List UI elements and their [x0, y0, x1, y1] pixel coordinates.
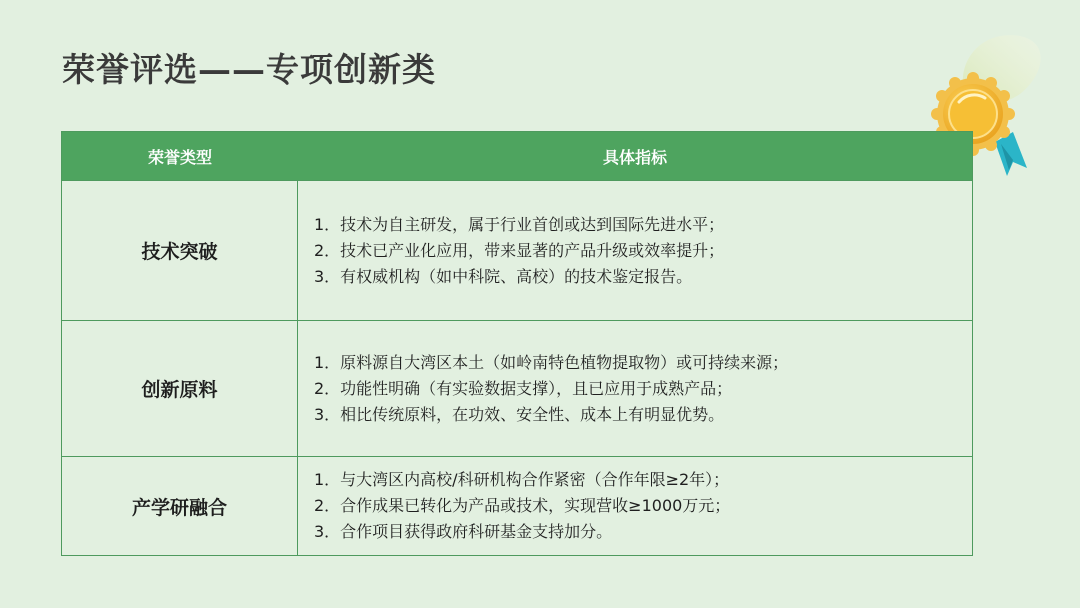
criteria-cell	[298, 321, 972, 456]
honor-type-cell: 产学研融合	[62, 457, 298, 555]
criteria-cell	[298, 181, 972, 320]
criteria-item: 2．技术已产业化应用，带来显著的产品升级或效率提升；	[314, 240, 725, 260]
criteria-item: 3．有权威机构（如中科院、高校）的技术鉴定报告。	[314, 266, 693, 286]
table-row	[62, 456, 972, 555]
table-row	[62, 320, 972, 456]
header-criteria: 具体指标	[602, 147, 667, 167]
criteria-item: 1．技术为自主研发，属于行业首创或达到国际先进水平；	[314, 214, 725, 234]
header-honor-type: 荣誉类型	[147, 147, 212, 167]
table-row	[62, 180, 972, 320]
criteria-item: 1．原料源自大湾区本土（如岭南特色植物提取物）或可持续来源；	[314, 352, 789, 372]
table-header	[62, 132, 972, 180]
honor-type-cell: 创新原料	[62, 321, 298, 456]
criteria-item: 3．相比传统原料，在功效、安全性、成本上有明显优势。	[314, 404, 725, 424]
criteria-item: 2．功能性明确（有实验数据支撑），且已应用于成熟产品；	[314, 378, 733, 398]
honor-type-cell: 技术突破	[62, 181, 298, 320]
criteria-cell	[298, 457, 972, 555]
page-title: 荣誉评选——专项创新类	[62, 50, 436, 89]
criteria-item: 2．合作成果已转化为产品或技术，实现营收≥1000万元；	[314, 496, 731, 515]
criteria-item: 1．与大湾区内高校/科研机构合作紧密（合作年限≥2年）；	[314, 470, 730, 489]
honor-criteria-table	[61, 131, 973, 556]
criteria-item: 3．合作项目获得政府科研基金支持加分。	[314, 522, 613, 541]
